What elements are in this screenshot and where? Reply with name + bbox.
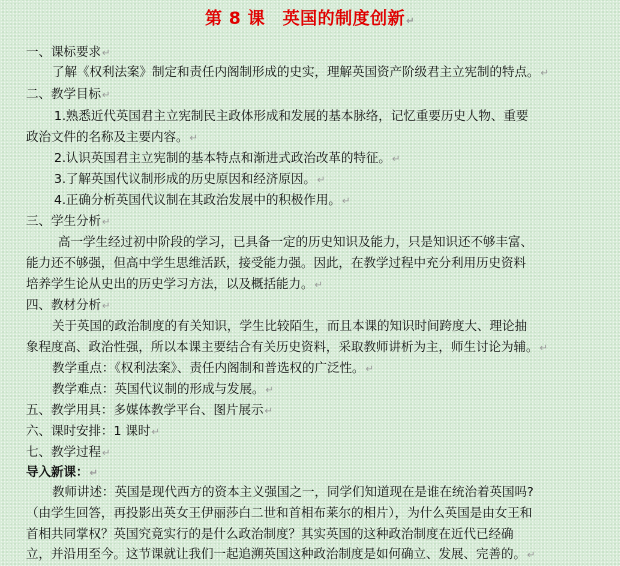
student-analysis-line-1: 高一学生经过初中阶段的学习，已具备一定的历史知识及能力，只是知识还不够丰富、 bbox=[58, 234, 534, 249]
standards-text: 了解《权利法案》制定和责任内阁制形成的史实，理解英国资产阶级君主立宪制的特点。↵ bbox=[52, 64, 549, 79]
section-heading-objectives: 二、教学目标↵ bbox=[26, 86, 111, 101]
section-heading-teaching-process: 七、教学过程↵ bbox=[26, 444, 111, 459]
intro-line-2: （由学生回答，再投影出英女王伊丽莎白二世和首相布莱尔的相片），为什么英国是由女王和 bbox=[26, 505, 533, 520]
section-heading-textbook-analysis: 四、教材分析↵ bbox=[26, 297, 111, 312]
objective-1-line-2: 政治文件的名称及主要内容。↵ bbox=[26, 129, 198, 144]
textbook-analysis-line-2: 象程度高、政治性强，所以本课主要结合有关历史资料，采取教师讲析为主，师生讨论为辅。↵ bbox=[26, 339, 548, 354]
objective-1-line-1: 1.熟悉近代英国君主立宪制民主政体形成和发展的基本脉络，记忆重要历史人物、重要 bbox=[54, 108, 529, 123]
student-analysis-line-3: 培养学生论从史出的历史学习方法，以及概括能力。↵ bbox=[26, 276, 323, 291]
intro-line-3: 首相共同掌权？英国究竟实行的是什么政治制度？其实英国的这种政治制度在近代已经确 bbox=[26, 526, 514, 541]
section-heading-student-analysis: 三、学生分析↵ bbox=[26, 213, 111, 228]
lesson-title-text: 第 8 课 英国的制度创新 bbox=[204, 9, 406, 29]
section-teaching-tools: 五、教学用具：多媒体教学平台、图片展示↵ bbox=[26, 402, 273, 417]
intro-heading: 导入新课：↵ bbox=[26, 464, 98, 479]
teaching-difficult-points: 教学难点：英国代议制的形成与发展。↵ bbox=[52, 381, 274, 396]
student-analysis-line-2: 能力还不够强，但高中学生思维活跃，接受能力强。因此，在教学过程中充分利用历史资料 bbox=[26, 255, 527, 270]
objective-3: 3.了解英国代议制形成的历史原因和经济原因。↵ bbox=[54, 171, 326, 186]
intro-line-1: 教师讲述：英国是现代西方的资本主义强国之一，同学们知道现在是谁在统治着英国吗? bbox=[52, 484, 534, 499]
objective-4: 4.正确分析英国代议制在其政治发展中的积极作用。↵ bbox=[54, 192, 351, 207]
objective-2: 2.认识英国君主立宪制的基本特点和渐进式政治改革的特征。↵ bbox=[54, 150, 401, 165]
section-class-hours: 六、课时安排：1 课时↵ bbox=[26, 423, 160, 438]
intro-line-4: 立，并沿用至今。这节课就让我们一起追溯英国这种政治制度是如何确立、发展、完善的。↵ bbox=[26, 546, 536, 561]
textbook-analysis-line-1: 关于英国的政治制度的有关知识，学生比较陌生，而且本课的知识时间跨度大、理论抽 bbox=[52, 318, 528, 333]
lesson-title bbox=[0, 4, 620, 29]
teaching-key-points: 教学重点：《权利法案》、责任内阁制和普选权的广泛性。↵ bbox=[52, 360, 374, 375]
paragraph-mark: ↵ bbox=[406, 16, 416, 27]
section-heading-standards: 一、课标要求↵ bbox=[26, 44, 111, 59]
